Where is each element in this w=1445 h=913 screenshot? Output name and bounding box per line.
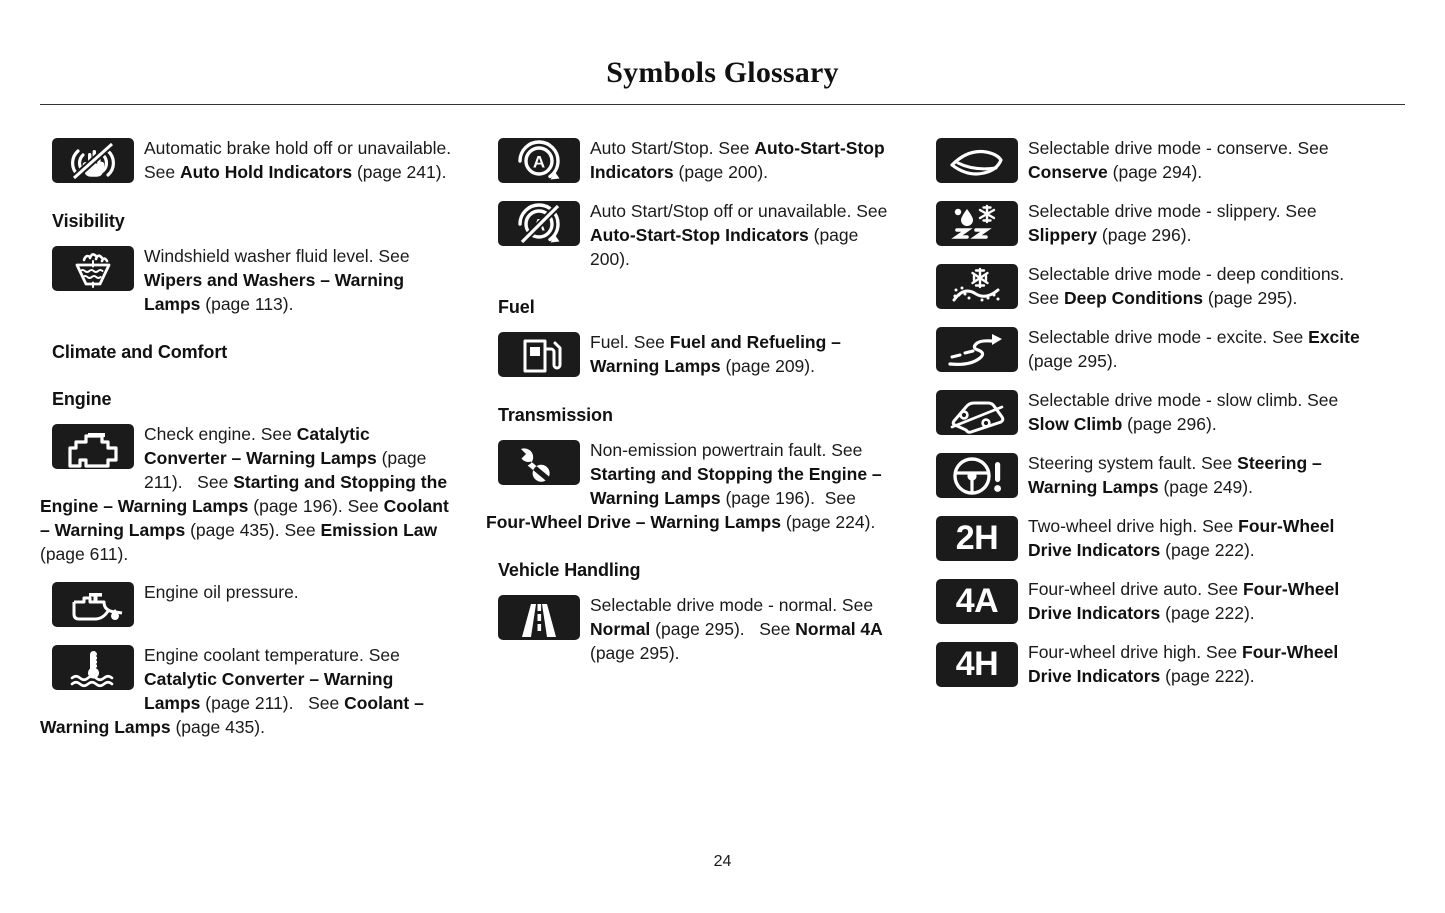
two-wheel-drive-high-icon [936,516,1018,561]
glossary-entry [40,643,452,739]
glossary-entry-text: Auto Start/Stop. See Auto-Start-Stop Indicators (page 200). [590,138,885,182]
section-heading-vehicle-handling: Vehicle Handling [498,560,641,580]
header-divider [40,104,1405,105]
glossary-entry-text: Non-emission powertrain fault. See Starting and Stopping the Engine – Warning Lamps (page 196). See Four-Wheel Drive – Warning Lamps (page 224). [486,440,882,532]
drive-mode-normal-icon [498,595,580,640]
glossary-entry [40,422,452,566]
glossary-entry [486,438,890,534]
glossary-entry [486,330,890,379]
glossary-entry-text: Check engine. See Catalytic Converter – Warning Lamps (page 211). See Starting and Stopping the Engine – Warning Lamps (page 196). See Coolant – Warning Lamps (page 435). See Emission Law (page 611). [40,424,449,564]
glossary-entry [924,262,1363,311]
column-1 [40,136,486,753]
auto-brake-hold-off-icon [52,138,134,183]
section-heading-fuel: Fuel [498,297,535,317]
section-heading-visibility: Visibility [52,211,125,231]
glossary-entry-text: Selectable drive mode - deep conditions. See Deep Conditions (page 295). [1028,264,1345,308]
glossary-entry [486,593,890,665]
drive-mode-slow-climb-icon [936,390,1018,435]
glossary-entry [40,244,452,316]
glossary-entry [924,325,1363,374]
symbol-columns [40,136,1405,753]
page-title: Symbols Glossary [606,56,839,89]
four-wheel-drive-high-icon [936,642,1018,687]
glossary-entry-text: Steering system fault. See Steering – Warning Lamps (page 249). [1028,453,1322,497]
fuel-pump-icon [498,332,580,377]
drive-mode-slippery-icon [936,201,1018,246]
windshield-washer-fluid-icon [52,246,134,291]
glossary-entry-text: Two-wheel drive high. See Four-Wheel Drive Indicators (page 222). [1028,516,1335,560]
engine-coolant-temperature-icon [52,645,134,690]
glossary-entry-text: Selectable drive mode - conserve. See Conserve (page 294). [1028,138,1329,182]
glossary-entry-text: Auto Start/Stop off or unavailable. See Auto-Start-Stop Indicators (page 200). [590,201,888,269]
glossary-entry-text: Selectable drive mode - excite. See Excite (page 295). [1028,327,1360,371]
glossary-entry-text: Windshield washer fluid level. See Wipers and Washers – Warning Lamps (page 113). [144,246,410,314]
glossary-entry [924,640,1363,689]
symbol-label: 4A [955,582,999,620]
auto-start-stop-icon [498,138,580,183]
section-heading-climate-and-comfort: Climate and Comfort [52,342,228,362]
glossary-entry-text: Fuel. See Fuel and Refueling – Warning Lamps (page 209). [590,332,841,376]
symbol-label: 2H [955,519,999,557]
glossary-entry [924,577,1363,626]
section-heading-engine: Engine [52,389,112,409]
glossary-entry [40,136,452,185]
column-2 [486,136,924,753]
glossary-entry-text: Selectable drive mode - slippery. See Slippery (page 296). [1028,201,1317,245]
drive-mode-conserve-icon [936,138,1018,183]
glossary-entry-text: Engine oil pressure. [144,582,299,602]
glossary-entry-text: Selectable drive mode - slow climb. See Slow Climb (page 296). [1028,390,1339,434]
glossary-entry [40,580,452,629]
glossary-entry [924,199,1363,248]
drive-mode-excite-icon [936,327,1018,372]
auto-start-stop-off-icon [498,201,580,246]
four-wheel-drive-auto-icon [936,579,1018,624]
glossary-entry [924,451,1363,500]
wrench-powertrain-fault-icon [498,440,580,485]
glossary-entry [924,514,1363,563]
glossary-entry-text: Four-wheel drive high. See Four-Wheel Drive Indicators (page 222). [1028,642,1339,686]
symbol-label: 4H [955,645,999,683]
glossary-entry-text: Automatic brake hold off or unavailable. See Auto Hold Indicators (page 241). [144,138,452,182]
drive-mode-deep-conditions-icon [936,264,1018,309]
section-heading-transmission: Transmission [498,405,613,425]
glossary-entry [486,136,890,185]
glossary-entry [924,136,1363,185]
check-engine-icon [52,424,134,469]
steering-system-fault-icon [936,453,1018,498]
glossary-entry [924,388,1363,437]
glossary-entry-text: Four-wheel drive auto. See Four-Wheel Drive Indicators (page 222). [1028,579,1340,623]
glossary-entry [486,199,890,271]
glossary-entry-text: Selectable drive mode - normal. See Normal (page 295). See Normal 4A (page 295). [590,595,883,663]
glossary-entry-text: Engine coolant temperature. See Catalytic Converter – Warning Lamps (page 211). See Coolant – Warning Lamps (page 435). [40,645,424,737]
engine-oil-pressure-icon [52,582,134,627]
page-number: 24 [713,853,732,870]
column-3 [924,136,1371,753]
